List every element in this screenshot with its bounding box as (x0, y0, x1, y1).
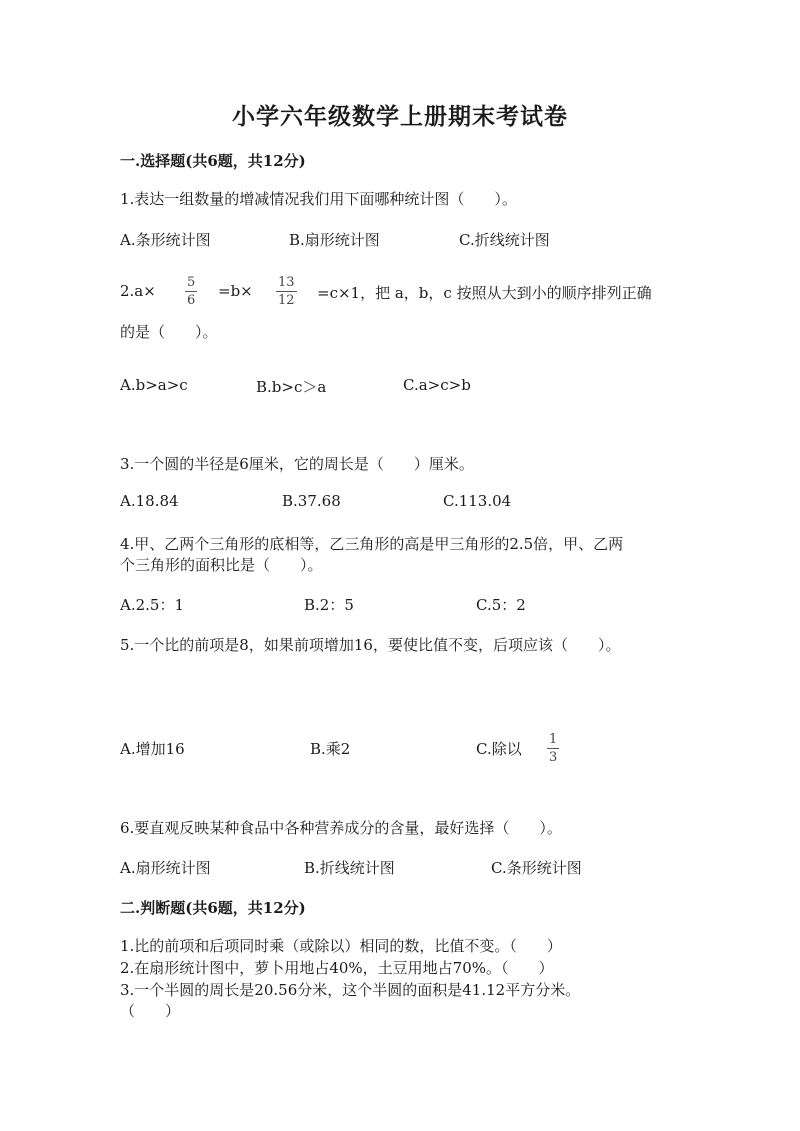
question-4-stem-line-2: 个三角形的面积比是（ ）。 (120, 556, 323, 574)
question-1-option-a: A.条形统计图 (120, 231, 211, 249)
question-6-option-a: A.扇形统计图 (120, 859, 211, 877)
question-4-option-c: C.5：2 (476, 596, 526, 614)
question-3-stem: 3.一个圆的半径是6厘米，它的周长是（ ）厘米。 (120, 455, 474, 473)
question-1-stem: 1.表达一组数量的增减情况我们用下面哪种统计图（ ）。 (120, 190, 517, 208)
question-3-option-b: B.37.68 (282, 492, 341, 510)
question-4-option-b: B.2：5 (304, 596, 354, 614)
section-heading-choice: 一.选择题(共6题，共12分) (120, 152, 306, 170)
question-6-option-c: C.条形统计图 (491, 859, 582, 877)
question-5-option-b: B.乘2 (310, 740, 351, 758)
fraction-numerator: 5 (187, 275, 196, 290)
question-6-option-b: B.折线统计图 (304, 859, 395, 877)
question-1-option-b: B.扇形统计图 (289, 231, 380, 249)
question-2-option-c: C.a>c>b (403, 376, 471, 394)
question-4-option-a: A.2.5：1 (120, 596, 184, 614)
fraction-numerator: 13 (278, 275, 295, 290)
question-4-stem: 4.甲、乙两个三角形的底相等，乙三角形的高是甲三角形的2.5倍，甲、乙两 (120, 535, 624, 553)
section-heading-judgement: 二.判断题(共6题，共12分) (120, 899, 306, 917)
page-title: 小学六年级数学上册期末考试卷 (232, 103, 568, 130)
question-3-option-c: C.113.04 (443, 492, 512, 510)
question-6-stem: 6.要直观反映某种食品中各种营养成分的含量，最好选择（ ）。 (120, 819, 562, 837)
question-2-option-b: B.b>c＞a (256, 378, 327, 396)
question-2-fraction-1 (185, 275, 197, 308)
question-2-option-a: A.b>a>c (120, 376, 188, 394)
question-5-option-a: A.增加16 (120, 740, 185, 758)
question-2-stem-part-1: 2.a× (120, 282, 156, 300)
question-2-fraction-2 (276, 275, 297, 308)
judgement-item-2: 2.在扇形统计图中，萝卜用地占40%，土豆用地占70%。（ ） (120, 959, 554, 977)
judgement-item-1: 1.比的前项和后项同时乘（或除以）相同的数，比值不变。（ ） (120, 937, 562, 955)
judgement-item-3: 3.一个半圆的周长是20.56分米，这个半圆的面积是41.12平方分米。 (120, 981, 581, 999)
fraction-denominator: 3 (549, 750, 558, 765)
question-2-stem-part-3: =c×1，把 a，b，c 按照从大到小的顺序排列正确 (317, 284, 652, 302)
judgement-item-3-bracket: （ ） (120, 1002, 181, 1020)
question-2-stem-line-2: 的是（ ）。 (120, 323, 218, 341)
fraction-numerator: 1 (549, 732, 558, 747)
question-5-fraction (547, 732, 559, 765)
question-2-stem-part-2: =b× (218, 282, 253, 300)
fraction-denominator: 12 (278, 293, 295, 308)
fraction-denominator: 6 (187, 293, 196, 308)
question-5-option-c: C.除以 (476, 740, 522, 758)
question-3-option-a: A.18.84 (120, 492, 179, 510)
question-1-option-c: C.折线统计图 (459, 231, 550, 249)
question-5-stem: 5.一个比的前项是8，如果前项增加16，要使比值不变，后项应该（ ）。 (120, 636, 621, 654)
